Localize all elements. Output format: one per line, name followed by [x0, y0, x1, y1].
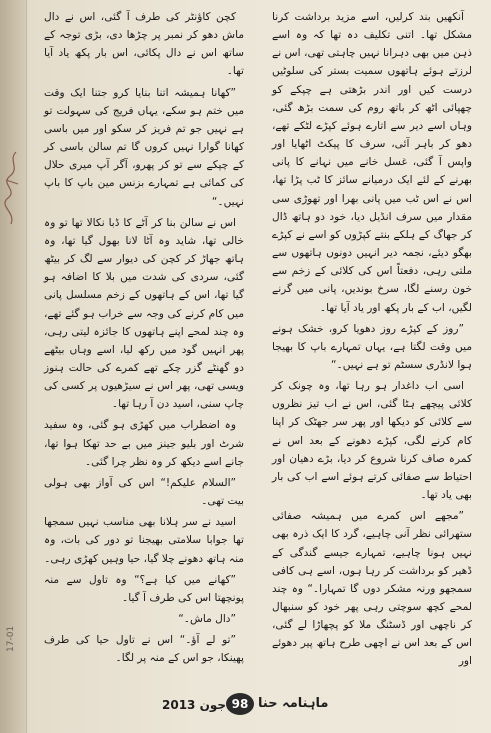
paragraph: ”کھانا ہمیشہ اتنا بنایا کرو جتنا ایک وقت میں ختم ہو سکے، یہاں فریج کی سہولت تو ہے نہیں جو تم فریز کر سکو اور میں باسی کھانا گوارا نہیں کروں گا تم سالن باسی کر کے چپکے سے تو کر پھرو، آگر آپ میری حلال کی کمائی ہے تمہارے بزنس مین باپ کا باپ نہیں۔“ — [44, 86, 244, 208]
paragraph: ”دال ماش۔“ — [178, 613, 236, 625]
paragraph: اس نے سالن بنا کر آٹے کا ڈبا نکالا تھا تو وہ خالی تھا، شاید وہ آٹا لانا بھول گیا تھا، وہ ہاتھ جھاڑ کر کچن کی دیوار سے لگ کر بیٹھ گئی، سردی کی شدت میں بلا کا اضافہ ہو گیا تھا، اس کے ہاتھوں کے زخم مسلسل پانی میں کام کرنے کی وجہ سے خراب ہو گئے تھے، وہ چند لمحے اپنے ہاتھوں کا جائزہ لیتی رہی، پھر انہیں گود میں رکھ لیا، اسے وہاں بیٹھے دو گھنٹے گزر چکے تھے کمرے کی حالت ہنوز ویسی تھی، پھر اس نے سیڑھیوں پر کسی کی چاپ سنی، اسید دن آ رہا تھا۔ — [44, 216, 244, 411]
paragraph: ”تو لے آؤ۔“ اس نے تاول حیا کی طرف پھینکا، جو اس کے منہ پر لگا۔ — [44, 634, 244, 665]
paragraph: کچن کاؤنٹر کی طرف آ گئی، اس نے دال ماش دھو کر نمبر پر چڑھا دی، بڑی توجہ کے ساتھ اس نے دال پکائی، اس بار پکھ یاد آیا تھا۔ — [44, 11, 244, 78]
paragraph: وہ اضطراب میں کھڑی ہو گئی، وہ سفید شرٹ اور بلیو جینز میں بے حد تھکا ہوا تھا، جانے اسے دیکھ کر وہ نظر چرا گئی۔ — [44, 419, 244, 468]
paragraph: ”السلام علیکم!“ اس کی آواز بھی ہولی بیت تھی۔ — [44, 476, 244, 508]
margin-side-number: 17-01 — [6, 625, 16, 652]
margin-pen-scribble — [2, 150, 24, 230]
text-column-right — [272, 8, 472, 671]
paragraph: اسید نے سر ہلانا بھی مناسب نہیں سمجھا تھا جوابا سلامتی بھیجنا تو دور کی بات، وہ منہ ہاتھ دھونے چلا گیا، حیا وہیں کھڑی رہی۔ — [44, 516, 244, 565]
paragraph: اسی اب داغدار ہو رہا تھا، وہ چونک کر کلائی پیچھے ہٹا گئی، اس نے اب تیز نظروں سے کلائی کو دیکھا اور پھر سر جھٹک کر اپنا کام کرنے لگی، کپڑے دھونے کے بعد اس نے کمرہ صاف کرنا شروع کر دیا، بڑے دھیان اور احتیاط سے صفائی کرتے ہوئے اسے اب کی بار بھی یاد تھا۔ — [272, 380, 472, 502]
paragraph: ”روز کے کپڑے روز دھویا کرو، خشک ہونے میں وقت لگتا ہے، یہاں تمہارے باپ کا بھیجا ہوا لانڈری سسٹم تو ہے نہیں۔“ — [272, 322, 472, 371]
page-binding-edge — [0, 0, 27, 733]
paragraph: ”کھانے میں کیا ہے؟“ وہ تاول سے منہ پونچھتا اس کی طرف آ گیا۔ — [44, 573, 244, 604]
magazine-name: ماہنامہ حنا — [258, 696, 329, 711]
issue-date: جون 2013 — [162, 698, 226, 712]
paragraph: ”مجھے اس کمرے میں ہمیشہ صفائی ستھرائی نظر آنی چاہیے، گرد کا ایک ذرہ بھی نہیں ہونا چاہیے، تمہارے جیسے گندگی کے ڈھیر کو برداشت کر رہا ہوں، اسے ہی کافی سمجھو ورنہ مشکر دوں گا تمہارا۔“ وہ چند لمحے کچھ سوچتی رہی پھر خود کو سنبھال کر ناچھی اور ڈسٹنگ ملا کو پچھاڑا لے گئی، اس کے بعد اس نے اچھی طرح ہاتھ پیر دھوئے اور — [272, 510, 472, 668]
page-footer — [0, 690, 491, 720]
paragraph: آنکھیں بند کرلیں، اسے مزید برداشت کرنا مشکل تھا۔ اتنی تکلیف دہ تھا کہ وہ اسے ذہن میں بھی دہرانا نہیں چاہتی تھی، اس نے لرزتے ہوئے ہاتھوں سمیت بستر کی سلوٹیں درست کیں اور اندر بڑھتی ہے چپکے کو چھپائی اٹھ کر باتھ روم کی سمت بڑھ گئی، وہاں اسے دیر سے اتارے ہوئے کپڑے لٹکے تھے، دھو کر باہر آئی، سرف کا پیکٹ اٹھایا اور واپس آ گئی، غسل خانے میں نہانے کا پانی بھرنے کے لئے ایک درمیانے سائز کا ٹب پڑا تھا، اس نے اس ٹب میں پانی بھرا اور تھوڑی سی مقدار میں سرف انڈیل دیا، خود دو ہاتھ ڈال کر جھاگ کے ہلکے بنتے کپڑوں کو اسے نے کپڑے بھگو دیئے، نجمہ دیر انہیں دونوں ہاتھوں سے ملتی رہی، دفعتاً اس کی کلائی کے زخم سے خون رسنے لگا، سرخ بوندیں، پانی میں گرنے لگیں، اب کے بار پکھ اور یاد آیا تھا۔ — [272, 11, 472, 314]
page-number-badge: 98 — [226, 693, 254, 715]
text-column-left — [44, 8, 244, 667]
